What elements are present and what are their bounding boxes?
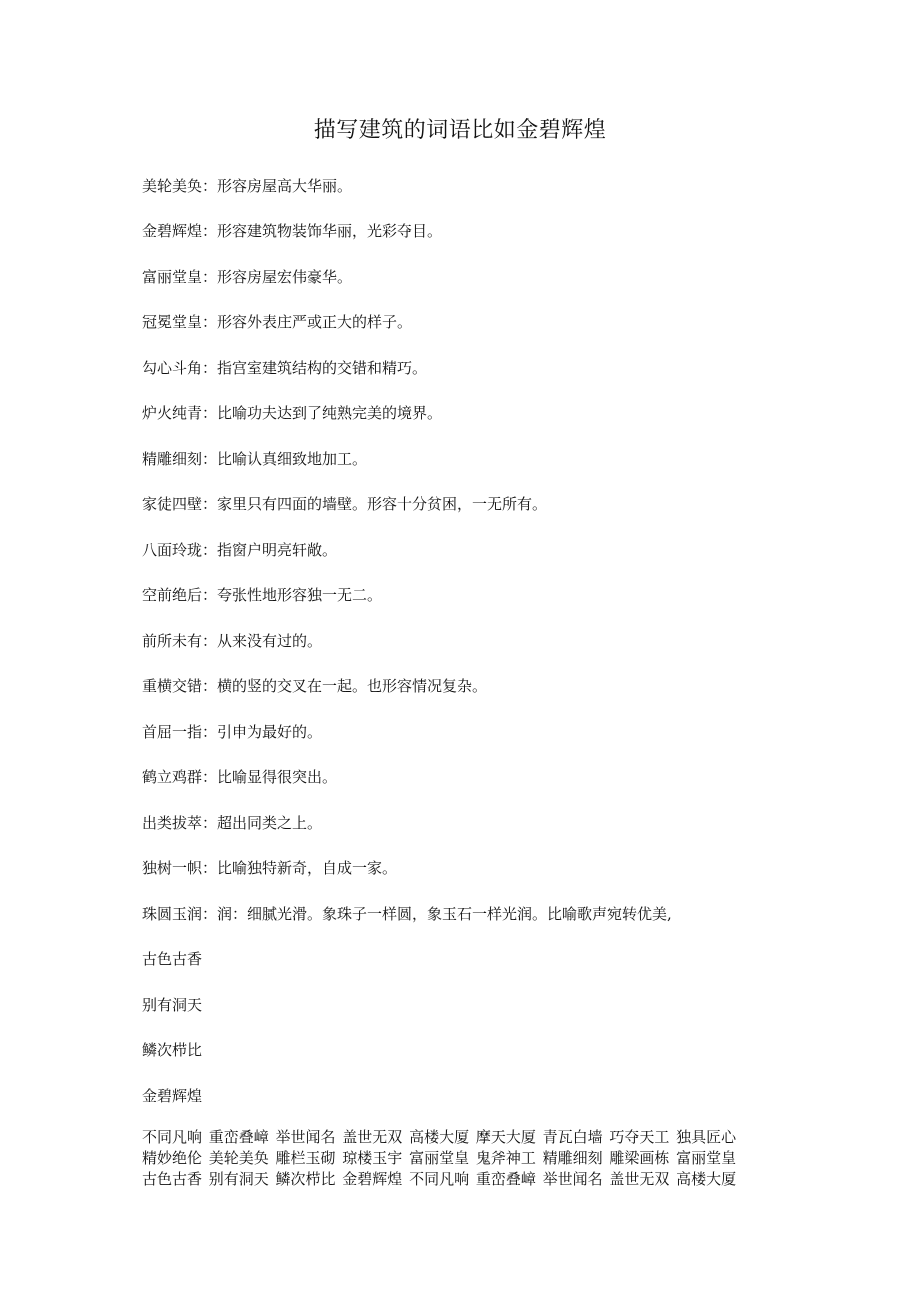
entry-line: 勾心斗角：指宫室建筑结构的交错和精巧。 xyxy=(142,359,428,377)
entry-line: 首屈一指：引申为最好的。 xyxy=(142,723,323,741)
entry-line: 古色古香 xyxy=(142,950,203,968)
entry-line: 八面玲珑：指窗户明亮轩敞。 xyxy=(142,541,338,559)
entry-line: 独树一帜：比喻独特新奇，自成一家。 xyxy=(142,859,398,877)
entry-line: 炉火纯青：比喻功夫达到了纯熟完美的境界。 xyxy=(142,404,443,422)
entry-line: 富丽堂皇：形容房屋宏伟豪华。 xyxy=(142,268,353,286)
entry-line: 精雕细刻：比喻认真细致地加工。 xyxy=(142,450,368,468)
entry-line: 冠冕堂皇：形容外表庄严或正大的样子。 xyxy=(142,313,413,331)
entry-line: 出类拔萃：超出同类之上。 xyxy=(142,814,323,832)
word-row: 精妙绝伦 美轮美奂 雕栏玉砌 琼楼玉宇 富丽堂皇 鬼斧神工 精雕细刻 雕梁画栋 富丽堂皇 xyxy=(142,1149,737,1167)
entry-line: 金碧辉煌：形容建筑物装饰华丽，光彩夺目。 xyxy=(142,222,443,240)
page-title: 描写建筑的词语比如金碧辉煌 xyxy=(313,118,607,143)
entry-line: 空前绝后：夸张性地形容独一无二。 xyxy=(142,586,383,604)
entry-line: 鳞次栉比 xyxy=(142,1041,203,1059)
entry-line: 珠圆玉润：润：细腻光滑。象珠子一样圆，象玉石一样光润。比喻歌声宛转优美, xyxy=(142,905,672,923)
entry-line: 美轮美奂：形容房屋高大华丽。 xyxy=(142,177,353,195)
entry-line: 重横交错：横的竖的交叉在一起。也形容情况复杂。 xyxy=(142,677,488,695)
entry-line: 鹤立鸡群：比喻显得很突出。 xyxy=(142,768,338,786)
entry-line: 前所未有：从来没有过的。 xyxy=(142,632,323,650)
word-list xyxy=(142,1127,792,1190)
entry-line: 金碧辉煌 xyxy=(142,1087,203,1105)
entry-line: 别有洞天 xyxy=(142,996,203,1014)
word-row: 古色古香 别有洞天 鳞次栉比 金碧辉煌 不同凡响 重峦叠嶂 举世闻名 盖世无双 高楼大厦 xyxy=(142,1170,737,1188)
word-row: 不同凡响 重峦叠嶂 举世闻名 盖世无双 高楼大厦 摩天大厦 青瓦白墙 巧夺天工 独具匠心 xyxy=(142,1128,737,1146)
entry-line: 家徒四壁：家里只有四面的墙壁。形容十分贫困，一无所有。 xyxy=(142,495,548,513)
